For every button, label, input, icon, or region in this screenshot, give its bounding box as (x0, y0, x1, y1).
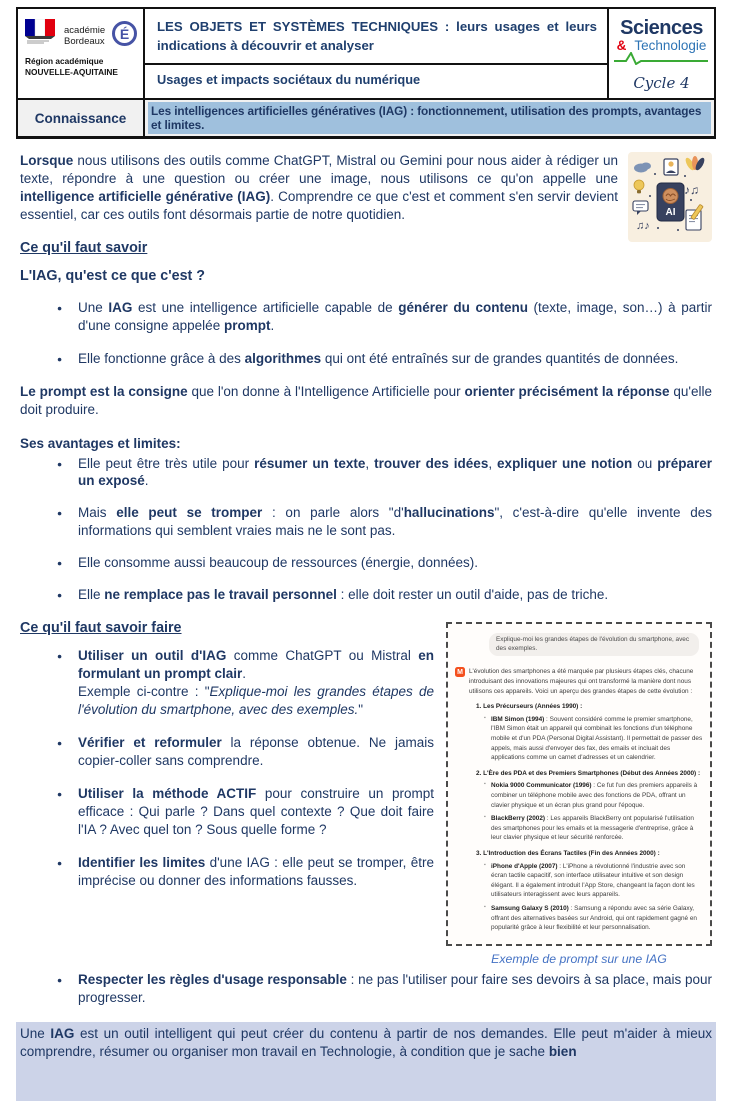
header-table (16, 7, 716, 139)
prompt-definition-paragraph: Le prompt est la consigne que l'on donne à l'Intelligence Artificielle pour orienter précisément la réponse qu'elle doit produire. (20, 383, 713, 417)
ai-tablet-icon (657, 183, 684, 221)
bullet-item: ● Elle peut être très utile pour résumer un texte, trouver des idées, expliquer une notion ou préparer un exposé. (20, 455, 712, 491)
response-intro: L'évolution des smartphones a été marquée par plusieurs étapes clés, chacune introduisant des innovations majeures qui ont transformé la manière dont nous utilisons ces appareils. Voici un aperçu des grandes étapes de cette évolution : (469, 668, 694, 695)
bullet-item: ● Elle ne remplace pas le travail personnel : elle doit rester un outil d'aide, pas de triche. (20, 586, 712, 604)
region-academique-label: Région académique NOUVELLE-AQUITAINE (25, 55, 118, 77)
document-subtitle: Usages et impacts sociétaux du numérique (157, 72, 421, 87)
music-note-icon: ♪♫ (684, 183, 699, 197)
response-item: ▪ BlackBerry (2002) : Les appareils BlackBerry ont popularisé l'utilisation des smartphones pour les emails et la messagerie d'entreprise, grâce à leur clavier physique et leur sécurité renforcée. (484, 814, 703, 843)
mistral-icon: M (455, 667, 465, 677)
response-item: ▪ Samsung Galaxy S (2010) : Samsung a répondu avec sa série Galaxy, offrant des alternatives basées sur Android, qui ont rapidement gagné en popularité grâce à leur flexibilité et leur personnalisation. (484, 904, 703, 933)
bullet-item: ● Elle consomme aussi beaucoup de ressources (énergie, données). (20, 554, 712, 572)
section-faire-heading: Ce qu'il faut savoir faire (20, 620, 182, 637)
bullet-item: ● Identifier les limites d'une IAG : elle peut se tromper, être imprécise ou donner des informations fausses. (20, 854, 712, 890)
intro-paragraph: Lorsque nous utilisons des outils comme ChatGPT, Mistral ou Gemini pour nous aider à rédiger un texte, répondre à une question ou créer une image, nous utilisons ce qu'on appelle une intelligence artificielle générative (IAG). Comprendre ce que c'est et comment s'en servir devient essentiel, car ces outils font désormais partie de notre quotidien. (20, 153, 619, 222)
bullet-item: ● Utiliser un outil d'IAG comme ChatGPT ou Mistral en formulant un prompt clair. Exemple ci-contre : "Explique-moi les grandes étapes de l'évolution du smartphone, avec des exemples." (20, 647, 712, 719)
sciences-label: Sciences (620, 17, 703, 39)
ai-concept-illustration (628, 152, 712, 242)
french-flag-icon (25, 19, 59, 45)
response-item: ▪ IBM Simon (1994) : Souvent considéré comme le premier smartphone, l'IBM Simon était un appareil qui combinait les fonctions d'un téléphone mobile et d'un PDA (Personal Digital Assistant). Il permettait de passer des appels, mais aussi d'envoyer des fax, des emails et incluait des applications comme un carnet d'adresses et un calendrier. (484, 715, 703, 763)
document-title: LES OBJETS ET SYSTÈMES TECHNIQUES : leurs usages et leurs indications à découvrir et analyser (145, 9, 607, 65)
bullet-item: ● Utiliser la méthode ACTIF pour construire un prompt efficace : Qui parle ? Dans quel contexte ? Que doit faire l'IA ? Avec quel ton ? Sous quelle forme ? (20, 785, 712, 839)
advantages-heading: Ses avantages et limites: (20, 435, 181, 451)
response-item: ▪ Nokia 9000 Communicator (1996) : Ce fut l'un des premiers appareils à combiner un téléphone mobile avec des fonctions de PDA, offrant un clavier physique et un écran plus grand pour l'époque. (484, 781, 703, 810)
music-note-icon: ♫♪ (636, 220, 650, 232)
figure-caption: Exemple de prompt sur une IAG (491, 951, 667, 966)
response-section-title: 1. Les Précurseurs (Années 1990) : (476, 703, 583, 711)
sciences-technologie-logo (607, 9, 714, 98)
advantages-bullet-list (20, 455, 712, 605)
bullet-item: ● Mais elle peut se tromper : on parle alors "d'hallucinations", c'est-à-dire qu'elle invente des informations qui semblent vraies mais ne le sont pas. (20, 504, 712, 540)
bullet-item: ● Vérifier et reformuler la réponse obtenue. Ne jamais copier-coller sans comprendre. (20, 734, 712, 770)
heartbeat-line-icon (614, 52, 710, 65)
knowledge-value (145, 98, 714, 136)
bullet-item: ● Une IAG est une intelligence artificielle capable de générer du contenu (texte, image, son…) à partir d'une consigne appelée prompt. (20, 299, 712, 335)
knowledge-highlight: Les intelligences artificielles génératives (IAG) : fonctionnement, utilisation des prompts, avantages et limites. (148, 102, 711, 134)
academie-line2: Bordeaux (64, 35, 105, 47)
conclusion-highlight: Une IAG est un outil intelligent qui peut créer du contenu à partir de nos demandes. Elle peut m'aider à mieux comprendre, résumer ou organiser mon travail en Technologie, à condition que je sache bien (16, 1022, 716, 1101)
response-section-title: 3. L'Introduction des Écrans Tactiles (Fin des Années 2000) : (476, 850, 660, 858)
academie-e-icon: É (112, 21, 137, 46)
knowledge-label: Connaissance (18, 98, 145, 136)
section-savoir-heading: Ce qu'il faut savoir (20, 239, 148, 256)
technologie-label: & Technologie (616, 38, 707, 53)
academie-bordeaux-logo (18, 9, 145, 98)
user-prompt-bubble: Explique-moi les grandes étapes de l'évolution du smartphone, avec des exemples. (489, 633, 699, 656)
academie-text (64, 19, 105, 48)
response-item: ▪ iPhone d'Apple (2007) : L'iPhone a révolutionné l'industrie avec son écran tactile capacitif, son interface utilisateur intuitive et son design élégant. Il a également introduit l'App Store, changeant la façon dont les utilisateurs interagissent avec leurs appareils. (484, 862, 703, 900)
savoir-bullet-list (20, 299, 712, 368)
bullet-item: ● Respecter les règles d'usage responsable : ne pas l'utiliser pour faire ses devoirs à sa place, mais pour progresser. (20, 971, 712, 1007)
cycle-label: Cycle 4 (633, 74, 690, 92)
response-section-title: 2. L'Ère des PDA et des Premiers Smartphones (Début des Années 2000) : (476, 769, 701, 777)
photo-icon (664, 159, 678, 175)
document-body (16, 139, 716, 1101)
academie-line1: académie (64, 25, 106, 36)
iag-question-subheading: L'IAG, qu'est ce que c'est ? (20, 267, 205, 284)
bullet-item: ● Elle fonctionne grâce à des algorithmes qui ont été entraînés sur de grandes quantités de données. (20, 350, 712, 368)
svg-text:AI: AI (665, 207, 676, 218)
